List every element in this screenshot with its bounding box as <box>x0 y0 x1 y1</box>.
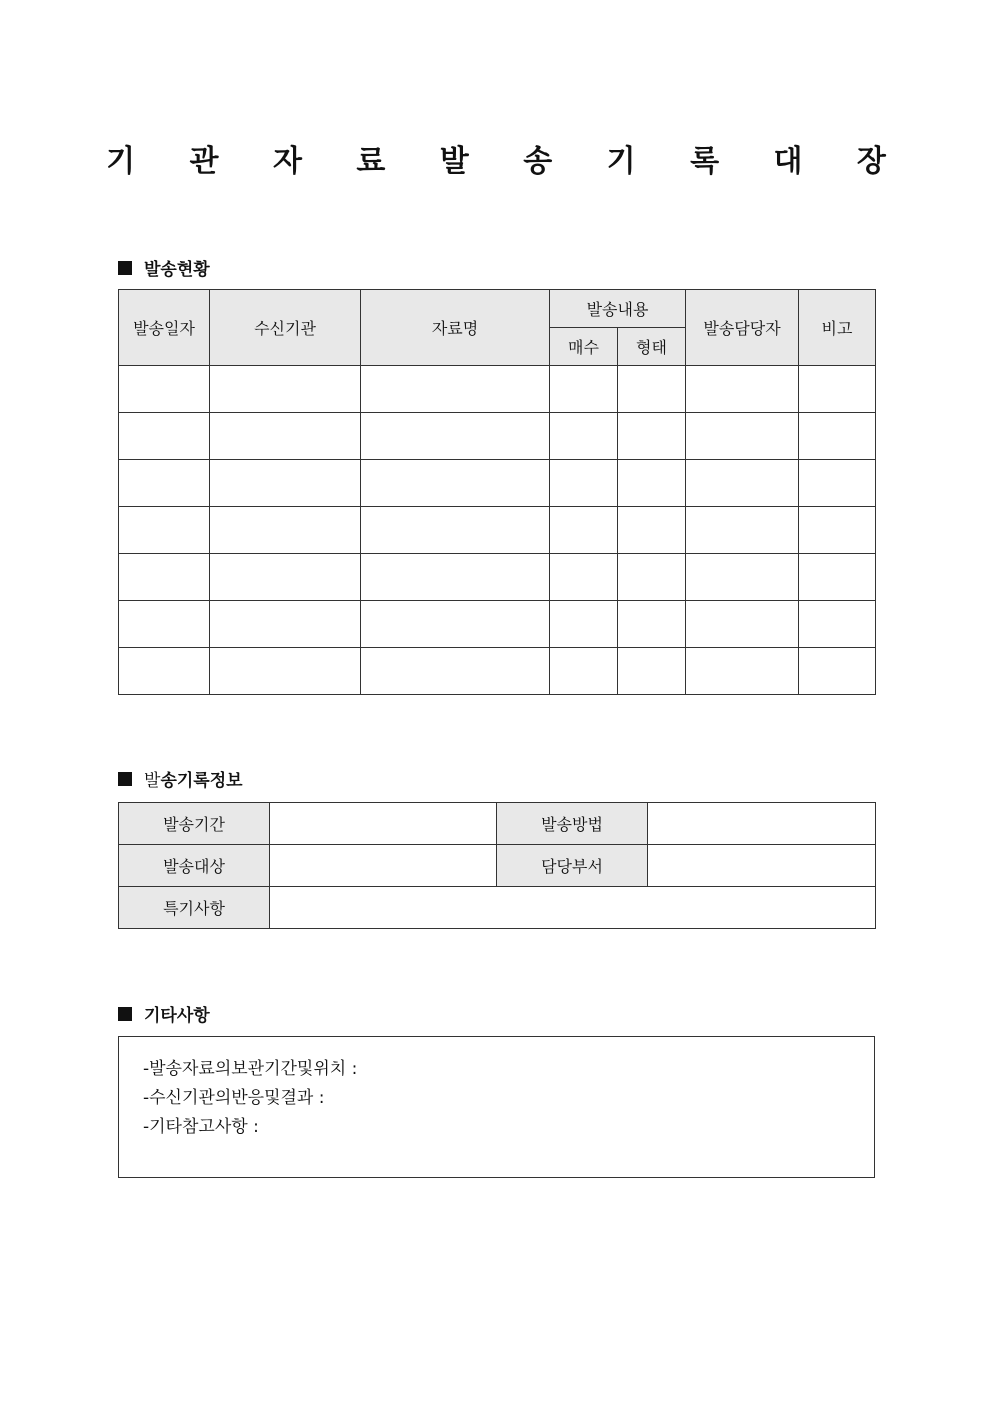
section-heading-record-info <box>118 766 243 791</box>
table-cell[interactable] <box>799 554 876 601</box>
table-cell[interactable] <box>550 460 618 507</box>
square-bullet-icon <box>118 772 132 786</box>
table-cell[interactable] <box>550 413 618 460</box>
table-cell[interactable] <box>361 601 550 648</box>
table-cell[interactable] <box>210 460 361 507</box>
page-title: 기 관 자 료 발 송 기 록 대 장 <box>106 144 908 179</box>
table-cell[interactable] <box>799 648 876 695</box>
field-period[interactable] <box>270 803 497 845</box>
field-method[interactable] <box>648 803 876 845</box>
table-row <box>119 413 876 460</box>
square-bullet-icon <box>118 261 132 275</box>
field-special[interactable] <box>270 887 876 929</box>
table-cell[interactable] <box>799 366 876 413</box>
table-cell[interactable] <box>361 366 550 413</box>
table-cell[interactable] <box>210 366 361 413</box>
table-cell[interactable] <box>119 460 210 507</box>
table-cell[interactable] <box>618 413 686 460</box>
header-form: 형태 <box>618 328 686 366</box>
table-cell[interactable] <box>618 366 686 413</box>
label-period: 발송기간 <box>119 803 270 845</box>
table-cell[interactable] <box>361 648 550 695</box>
table-cell[interactable] <box>210 648 361 695</box>
table-cell[interactable] <box>618 554 686 601</box>
table-cell[interactable] <box>119 554 210 601</box>
table-row <box>119 460 876 507</box>
table-cell[interactable] <box>799 601 876 648</box>
header-receiver: 수신기관 <box>210 290 361 366</box>
header-doc-name: 자료명 <box>361 290 550 366</box>
note-line-storage: -발송자료의보관기간및위치 : <box>143 1059 358 1079</box>
table-row <box>119 648 876 695</box>
table-cell[interactable] <box>686 460 799 507</box>
label-method: 발송방법 <box>497 803 648 845</box>
table-cell[interactable] <box>210 601 361 648</box>
table-row <box>119 507 876 554</box>
header-date: 발송일자 <box>119 290 210 366</box>
other-notes-box[interactable] <box>118 1036 875 1178</box>
table-cell[interactable] <box>799 413 876 460</box>
table-cell[interactable] <box>618 460 686 507</box>
table-cell[interactable] <box>119 413 210 460</box>
label-special: 특기사항 <box>119 887 270 929</box>
header-content: 발송내용 <box>550 290 686 328</box>
table-cell[interactable] <box>119 507 210 554</box>
section-heading-status <box>118 255 210 280</box>
table-cell[interactable] <box>361 554 550 601</box>
section-heading-other <box>118 1001 210 1026</box>
table-cell[interactable] <box>686 507 799 554</box>
field-target[interactable] <box>270 845 497 887</box>
table-cell[interactable] <box>550 601 618 648</box>
table-cell[interactable] <box>119 648 210 695</box>
table-cell[interactable] <box>119 601 210 648</box>
table-cell[interactable] <box>361 413 550 460</box>
table-cell[interactable] <box>799 460 876 507</box>
square-bullet-icon <box>118 1007 132 1021</box>
table-cell[interactable] <box>618 507 686 554</box>
table-cell[interactable] <box>550 554 618 601</box>
table-cell[interactable] <box>686 366 799 413</box>
table-row <box>119 554 876 601</box>
table-cell[interactable] <box>361 460 550 507</box>
section-heading-label-part2: 송기록정보 <box>160 771 243 791</box>
table-cell[interactable] <box>799 507 876 554</box>
table-cell[interactable] <box>210 507 361 554</box>
table-cell[interactable] <box>550 366 618 413</box>
table-cell[interactable] <box>210 413 361 460</box>
table-cell[interactable] <box>618 601 686 648</box>
note-line-reference: -기타참고사항 : <box>143 1117 259 1137</box>
label-target: 발송대상 <box>119 845 270 887</box>
header-manager: 발송담당자 <box>686 290 799 366</box>
table-row <box>119 601 876 648</box>
header-count: 매수 <box>550 328 618 366</box>
section-heading-label-part1: 발 <box>144 771 161 791</box>
note-line-response: -수신기관의반응및결과 : <box>143 1088 325 1108</box>
table-cell[interactable] <box>686 413 799 460</box>
section-heading-label: 기타사항 <box>144 1006 210 1026</box>
table-cell[interactable] <box>686 554 799 601</box>
header-note: 비고 <box>799 290 876 366</box>
table-cell[interactable] <box>361 507 550 554</box>
table-cell[interactable] <box>686 648 799 695</box>
table-cell[interactable] <box>686 601 799 648</box>
table-cell[interactable] <box>550 648 618 695</box>
label-dept: 담당부서 <box>497 845 648 887</box>
table-row <box>119 366 876 413</box>
section-heading-label: 발송현황 <box>144 260 210 280</box>
record-info-table <box>118 802 876 929</box>
table-cell[interactable] <box>119 366 210 413</box>
table-cell[interactable] <box>210 554 361 601</box>
table-cell[interactable] <box>618 648 686 695</box>
dispatch-status-table <box>118 289 876 695</box>
table-cell[interactable] <box>550 507 618 554</box>
field-dept[interactable] <box>648 845 876 887</box>
